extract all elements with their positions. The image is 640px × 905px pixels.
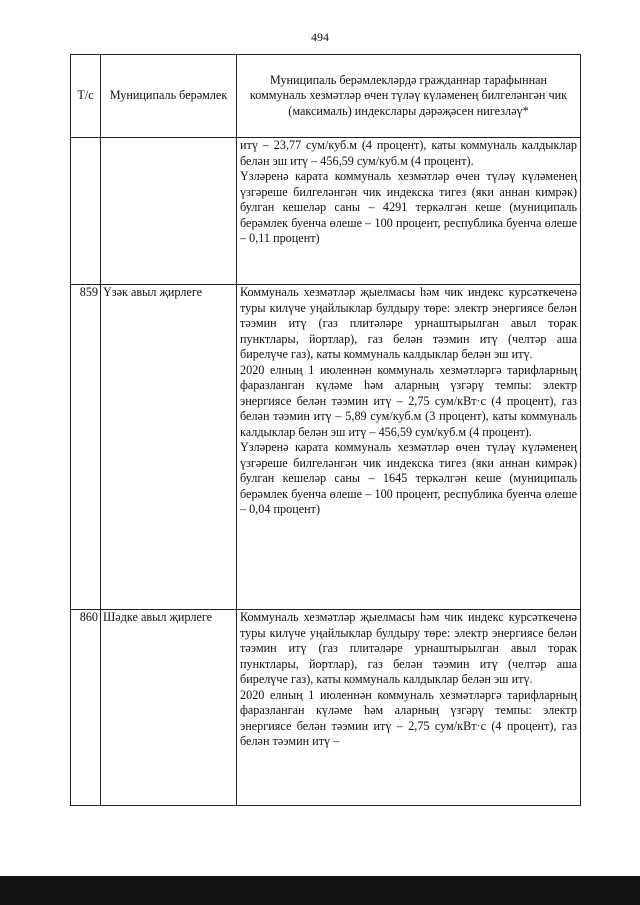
description-paragraph: Үзләренә карата коммуналь хезмәтләр өчен түләү күләменең үзгәреше билгеләнгән чик индекска тигез (яки аннан кимрәк) булган кешеләр саны – 1645 теркәлгән кеше (муниципаль берәмлек буенча өлеше – 100 процент, республика буенча өлеше – 0,04 процент) (240, 440, 577, 516)
description-paragraph: 2020 елның 1 июленнән коммуналь хезмәтләргә тарифларның фаразланган күләме һәм аларның үзгәрү темпы: электр энергиясе белән тәэмин итү – 2,75 сум/кВт·с (4 процент), газ белән тәэмин итү – 5,89 сум/куб.м (3 процент), каты коммуналь калдыклар белән эш итү – 456,59 сум/куб.м (4 процент). (240, 362, 577, 439)
tariff-table (70, 54, 581, 806)
row-number (71, 138, 101, 285)
row-municipality: Шәдке авыл җирлеге (101, 610, 237, 806)
row-municipality: Үзәк авыл җирлеге (101, 285, 237, 610)
description-paragraph: 2020 елның 1 июленнән коммуналь хезмәтләргә тарифларның фаразланган күләме һәм аларның үзгәрү темпы: электр энергиясе белән тәэмин итү – 2,75 сум/кВт·с (4 процент), газ белән тәэмин итү – (240, 687, 577, 748)
table-row (71, 285, 581, 610)
page-number: 494 (311, 30, 329, 44)
table-row (71, 138, 581, 285)
description-paragraph: Коммуналь хезмәтләр җыелмасы һәм чик индекс курсәткеченә туры килүче уңайлыклар булдыру төре: электр энергиясе белән тәэмин итү (газ плитәләре урнаштырылган авыл торак пунктлары, йортлар), газ белән тәэмин итү (челтәр аша бирелүче газ), каты коммуналь калдыклар белән эш итү. (240, 285, 577, 361)
row-municipality (101, 138, 237, 285)
row-number: 860 (71, 610, 101, 806)
header-num: Т/с (71, 55, 101, 138)
table-header-row (71, 55, 581, 138)
row-description (237, 138, 581, 285)
description-paragraph: Коммуналь хезмәтләр җыелмасы һәм чик индекс курсәткеченә туры килүче уңайлыклар булдыру төре: электр энергиясе белән тәэмин итү (газ плитәләре урнаштырылган авыл торак пунктлары, йортлар), газ белән тәэмин итү (челтәр аша бирелүче газ), каты коммуналь калдыклар белән эш итү. (240, 610, 577, 686)
description-paragraph: итү – 23,77 сум/куб.м (4 процент), каты коммуналь калдыклар белән эш итү – 456,59 сум/куб.м (4 процент). (240, 138, 577, 168)
row-description (237, 285, 581, 610)
row-description (237, 610, 581, 806)
table-row (71, 610, 581, 806)
header-municipality: Муниципаль берәмлек (101, 55, 237, 138)
scan-bottom-edge (0, 876, 640, 905)
row-number: 859 (71, 285, 101, 610)
header-description: Муниципаль берәмлекләрдә гражданнар тарафыннан коммуналь хезмәтләр өчен түләү күләменең билгеләнгән чик (максималь) индекслары дәрәҗәсен нигезләү* (237, 55, 581, 138)
description-paragraph: Үзләренә карата коммуналь хезмәтләр өчен түләү күләменең үзгәреше билгеләнгән чик индекска тигез (яки аннан кимрәк) булган кешеләр саны – 4291 теркәлгән кеше (муниципаль берәмлек буенча өлеше – 100 процент, республика буенча өлеше – 0,11 процент) (240, 169, 577, 245)
